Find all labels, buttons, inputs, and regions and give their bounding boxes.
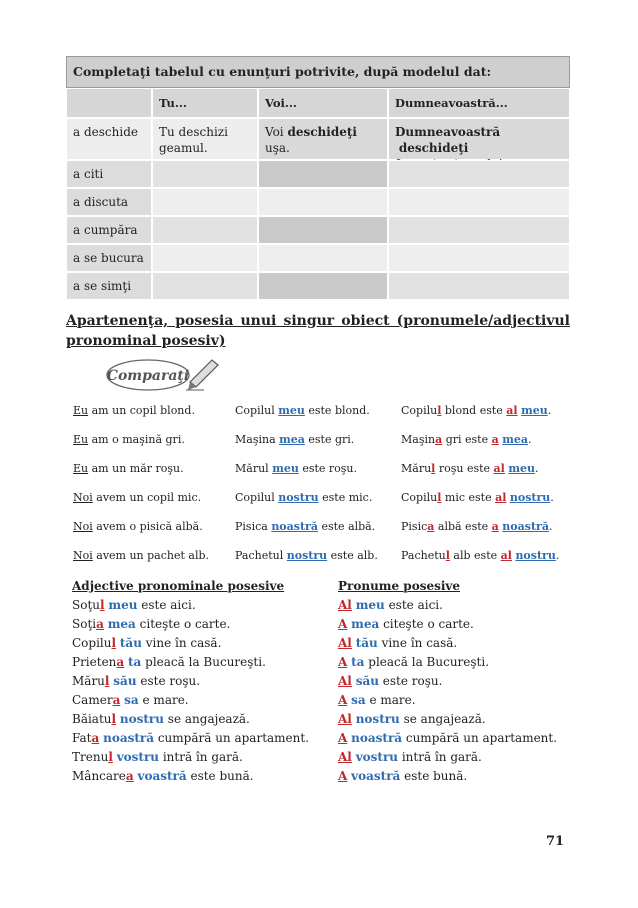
- text: avem o pisică albă.: [92, 520, 203, 533]
- compare-cell-pronoun: [398, 491, 570, 504]
- possessive: nostru: [286, 549, 328, 562]
- possessive: mea: [279, 433, 305, 446]
- text: este roşu.: [298, 462, 358, 475]
- article-ending: a: [112, 693, 121, 707]
- text: Copilul: [235, 491, 279, 504]
- text: Băiatu: [72, 712, 112, 726]
- possessive: nostru: [509, 491, 551, 504]
- answer-cell-tu: [152, 244, 258, 272]
- header-cell: [66, 88, 152, 118]
- model-tu: Tu deschizi geamul.: [152, 118, 258, 160]
- article-ending: l: [111, 636, 117, 650]
- verb-cell: a se simţi: [66, 272, 152, 300]
- text: Pisica: [235, 520, 272, 533]
- text: cumpără un apartament.: [154, 731, 310, 745]
- answer-cell-dumneavoastra: [388, 160, 570, 188]
- possessive-article: Al: [338, 674, 352, 688]
- possessive: său: [355, 674, 379, 688]
- text: Soţu: [72, 598, 100, 612]
- subject: Noi: [73, 520, 93, 533]
- answer-cell-voi: [258, 244, 388, 272]
- article-ending: l: [437, 491, 442, 504]
- compare-stamp: [104, 356, 224, 392]
- exercise-verb-row: [66, 244, 570, 272]
- text: Maşin: [401, 433, 436, 446]
- answer-cell-voi: [258, 160, 388, 188]
- adjective-line: [72, 596, 332, 615]
- text: Măru: [401, 462, 432, 475]
- possessive: meu: [521, 404, 548, 417]
- answer-cell-tu: [152, 188, 258, 216]
- text: blond este: [441, 404, 507, 417]
- compare-cell-adjective: [232, 404, 398, 417]
- text: .: [528, 433, 532, 446]
- text: Pisic: [401, 520, 428, 533]
- adjectives-title: Adjective pronominale posesive: [72, 579, 285, 593]
- text: Copilu: [401, 404, 438, 417]
- possessive: meu: [508, 462, 535, 475]
- article-ending: a: [91, 731, 100, 745]
- text: cumpără un apartament.: [402, 731, 558, 745]
- compare-cell-adjective: [232, 520, 398, 533]
- answer-cell-dumneavoastra: [388, 244, 570, 272]
- text: Camer: [72, 693, 113, 707]
- text: .: [547, 404, 552, 417]
- possessive: nostru: [355, 712, 400, 726]
- possessive: vostru: [355, 750, 399, 764]
- text: este roşu.: [378, 674, 443, 688]
- verb-cell: a cumpăra: [66, 216, 152, 244]
- possessive-article: A: [338, 617, 348, 631]
- text: Mărul: [235, 462, 273, 475]
- pronoun-line: [338, 615, 578, 634]
- exercise-verb-row: [66, 160, 570, 188]
- pronouns-column: [338, 577, 578, 786]
- text: Fat: [72, 731, 92, 745]
- pronoun-line: [338, 691, 578, 710]
- possessive: noastră: [502, 520, 549, 533]
- possessive: meu: [355, 598, 385, 612]
- possessive: ta: [351, 655, 365, 669]
- text: .: [550, 491, 554, 504]
- text: Trenu: [72, 750, 109, 764]
- possessive-article: Al: [338, 636, 352, 650]
- possessive: noastră: [351, 731, 403, 745]
- text: .: [535, 462, 539, 475]
- model-voi: Voi deschideţi uşa.: [258, 118, 388, 160]
- pronoun-line: [338, 767, 578, 786]
- text: am un măr roşu.: [88, 462, 184, 475]
- possessive-article: A: [338, 693, 348, 707]
- answer-cell-tu: [152, 216, 258, 244]
- adjective-line: [72, 710, 332, 729]
- model-verb: a deschide: [66, 118, 152, 160]
- article-ending: a: [125, 769, 134, 783]
- exercise-instruction: Completaţi tabelul cu enunţuri potrivite, după modelul dat:: [66, 56, 570, 88]
- pronoun-line: [338, 748, 578, 767]
- article-ending: l: [445, 549, 450, 562]
- compare-row: [70, 425, 570, 454]
- article-ending: l: [100, 598, 105, 612]
- text: e mare.: [365, 693, 416, 707]
- possessive-article: A: [338, 769, 348, 783]
- text: este bună.: [186, 769, 254, 783]
- possessive: voastră: [351, 769, 401, 783]
- text: este mic.: [318, 491, 373, 504]
- possessive: noastră: [103, 731, 155, 745]
- compare-row: [70, 483, 570, 512]
- verb-cell: a citi: [66, 160, 152, 188]
- compare-cell-adjective: [232, 491, 398, 504]
- compare-cell-adjective: [232, 549, 398, 562]
- possessive-article: Al: [338, 750, 352, 764]
- possessive-article: A: [338, 731, 348, 745]
- possessive-article: al: [495, 491, 507, 504]
- compare-cell-pronoun: [398, 462, 570, 475]
- text: avem un pachet alb.: [92, 549, 210, 562]
- pronoun-line: [338, 653, 578, 672]
- possessive: meu: [278, 404, 305, 417]
- possessive-article: a: [491, 520, 499, 533]
- exercise-verb-row: [66, 188, 570, 216]
- possessive: tău: [119, 636, 142, 650]
- pronoun-line: [338, 634, 578, 653]
- exercise-verb-row: [66, 272, 570, 300]
- possessive: voastră: [137, 769, 187, 783]
- article-ending: l: [104, 674, 110, 688]
- text: am un copil blond.: [88, 404, 195, 417]
- article-ending: a: [96, 617, 104, 631]
- compare-cell-pronoun: [398, 520, 570, 533]
- text: am o maşină gri.: [88, 433, 185, 446]
- compare-cell-subject: [70, 404, 232, 417]
- possessive-article: Al: [338, 712, 352, 726]
- possessive-article: al: [500, 549, 512, 562]
- compare-row: [70, 541, 570, 570]
- text: este alb.: [327, 549, 378, 562]
- answer-cell-voi: [258, 216, 388, 244]
- text: alb este: [449, 549, 501, 562]
- exercise-model-row: [66, 118, 570, 160]
- possessive: meu: [108, 598, 138, 612]
- subject: Noi: [73, 491, 93, 504]
- header-cell-dumneavoastra: Dumneavoastră...: [388, 88, 570, 118]
- verb-cell: a se bucura: [66, 244, 152, 272]
- adjective-line: [72, 672, 332, 691]
- text: Prieten: [72, 655, 117, 669]
- adjective-line: [72, 748, 332, 767]
- text: vine în casă.: [141, 636, 222, 650]
- exercise-table: [66, 56, 570, 300]
- possessive: vostru: [116, 750, 160, 764]
- adjective-line: [72, 767, 332, 786]
- pronoun-line: [338, 729, 578, 748]
- pronouns-title: Pronume posesive: [338, 579, 461, 593]
- possessive: sa: [351, 693, 366, 707]
- page-number: 71: [546, 834, 565, 849]
- text: este gri.: [304, 433, 355, 446]
- text: se angajează.: [163, 712, 250, 726]
- article-ending: l: [431, 462, 436, 475]
- compare-label: Comparaţi: [106, 368, 190, 384]
- text: intră în gară.: [398, 750, 482, 764]
- article-ending: a: [435, 433, 443, 446]
- compare-row: [70, 454, 570, 483]
- possessive-article: A: [338, 655, 348, 669]
- text: Măru: [72, 674, 105, 688]
- compare-cell-subject: [70, 462, 232, 475]
- text: este bună.: [400, 769, 468, 783]
- text: e mare.: [138, 693, 189, 707]
- text: este roşu.: [136, 674, 201, 688]
- subject: Eu: [73, 462, 89, 475]
- text: .: [555, 549, 560, 562]
- text: mic este: [441, 491, 496, 504]
- text: Soţi: [72, 617, 97, 631]
- text: intră în gară.: [159, 750, 243, 764]
- compare-cell-subject: [70, 520, 232, 533]
- subject: Eu: [73, 433, 89, 446]
- possessive: nostru: [119, 712, 164, 726]
- text: este aici.: [384, 598, 443, 612]
- section-title: Apartenenţa, posesia unui singur obiect (pronumele/adjectivul pronominal posesiv): [66, 313, 570, 349]
- possessive-article: al: [506, 404, 518, 417]
- possessive: său: [113, 674, 137, 688]
- header-cell-voi: Voi...: [258, 88, 388, 118]
- answer-cell-dumneavoastra: [388, 216, 570, 244]
- header-cell-tu: Tu...: [152, 88, 258, 118]
- compare-cell-subject: [70, 491, 232, 504]
- answer-cell-tu: [152, 160, 258, 188]
- possessive: tău: [355, 636, 378, 650]
- compare-cell-pronoun: [398, 404, 570, 417]
- subject: Noi: [73, 549, 93, 562]
- article-ending: a: [116, 655, 125, 669]
- text: Pachetul: [235, 549, 287, 562]
- compare-table: [70, 396, 570, 570]
- possessive-article: a: [491, 433, 499, 446]
- pronoun-line: [338, 672, 578, 691]
- answer-cell-dumneavoastra: [388, 188, 570, 216]
- adjective-line: [72, 615, 332, 634]
- text: Mâncare: [72, 769, 126, 783]
- exercise-header-row: [66, 88, 570, 118]
- possessive-article: al: [493, 462, 505, 475]
- adjectives-column: [72, 577, 332, 786]
- possessive: sa: [124, 693, 139, 707]
- possessive: mea: [351, 617, 380, 631]
- text: se angajează.: [399, 712, 486, 726]
- adjective-line: [72, 729, 332, 748]
- text: Copilu: [401, 491, 438, 504]
- adjective-line: [72, 691, 332, 710]
- text: vine în casă.: [377, 636, 458, 650]
- article-ending: l: [111, 712, 117, 726]
- text: roşu este: [435, 462, 494, 475]
- possessive: mea: [107, 617, 136, 631]
- compare-cell-pronoun: [398, 433, 570, 446]
- possessive: ta: [128, 655, 142, 669]
- subject: Eu: [73, 404, 89, 417]
- text: citeşte o carte.: [379, 617, 474, 631]
- possessive: nostru: [278, 491, 319, 504]
- article-ending: l: [437, 404, 442, 417]
- possessive: mea: [502, 433, 529, 446]
- pronoun-line: [338, 710, 578, 729]
- text: albă este: [434, 520, 492, 533]
- compare-row: [70, 396, 570, 425]
- compare-cell-pronoun: [398, 549, 570, 562]
- answer-cell-tu: [152, 272, 258, 300]
- text: Maşina: [235, 433, 280, 446]
- exercise-verb-row: [66, 216, 570, 244]
- text: .: [548, 520, 553, 533]
- text: citeşte o carte.: [135, 617, 231, 631]
- answer-cell-dumneavoastra: [388, 272, 570, 300]
- model-dumneavoastra: Dumneavoastră deschideţi: [388, 118, 570, 160]
- text: avem un copil mic.: [92, 491, 202, 504]
- verb-cell: a discuta: [66, 188, 152, 216]
- exercise-verb-rows: [66, 160, 570, 300]
- possessive-article: Al: [338, 598, 352, 612]
- article-ending: l: [108, 750, 113, 764]
- compare-row: [70, 512, 570, 541]
- text: este aici.: [137, 598, 196, 612]
- text: pleacă la Bucureşti.: [364, 655, 490, 669]
- answer-cell-voi: [258, 272, 388, 300]
- text: este blond.: [304, 404, 370, 417]
- text: gri este: [442, 433, 492, 446]
- adjective-line: [72, 634, 332, 653]
- adjective-line: [72, 653, 332, 672]
- pronoun-line: [338, 596, 578, 615]
- compare-pencil-icon: [104, 356, 224, 392]
- answer-cell-voi: [258, 188, 388, 216]
- text: Copilul: [235, 404, 279, 417]
- text: este albă.: [317, 520, 376, 533]
- possessive: meu: [272, 462, 299, 475]
- text: Copilu: [72, 636, 112, 650]
- compare-cell-subject: [70, 433, 232, 446]
- possessive: noastră: [271, 520, 318, 533]
- compare-cell-adjective: [232, 433, 398, 446]
- text: Pachetu: [401, 549, 446, 562]
- compare-cell-adjective: [232, 462, 398, 475]
- compare-cell-subject: [70, 549, 232, 562]
- text: pleacă la Bucureşti.: [141, 655, 266, 669]
- article-ending: a: [427, 520, 435, 533]
- possessive: nostru: [515, 549, 556, 562]
